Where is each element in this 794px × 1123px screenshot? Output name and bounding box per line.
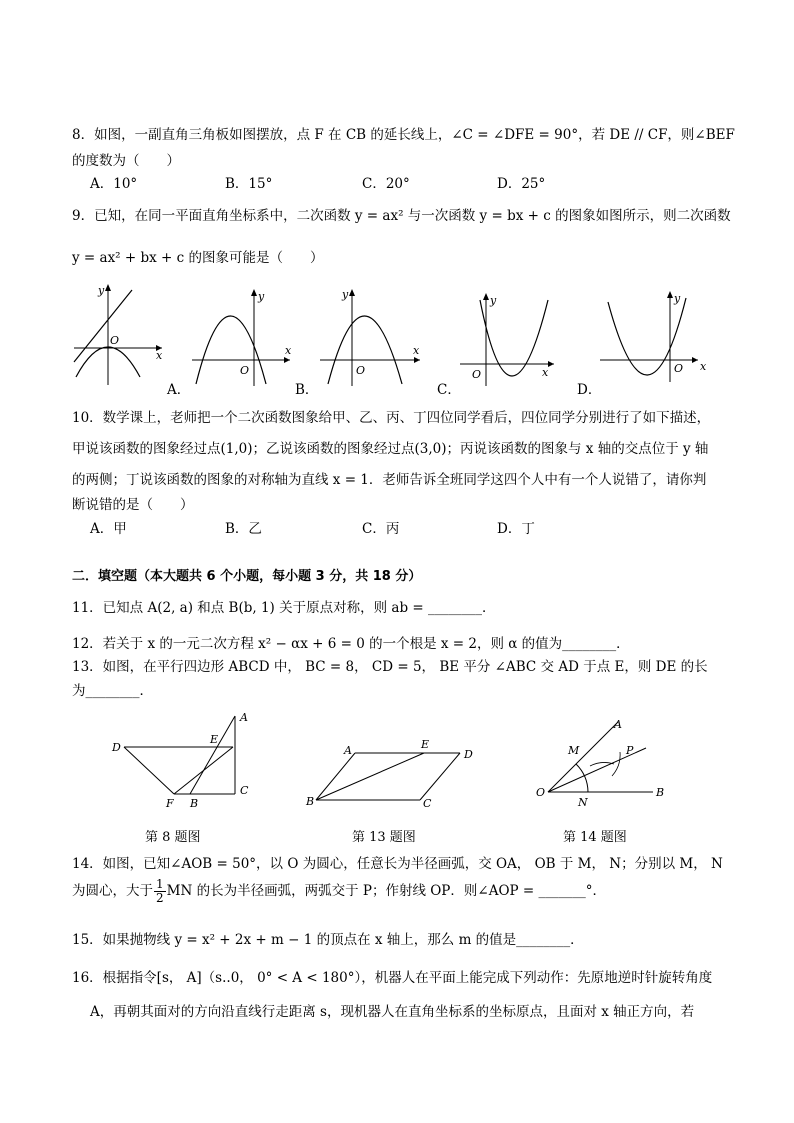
svg-text:M: M (568, 744, 580, 757)
q9-choice-b: B． (295, 382, 319, 398)
q10-choice-b: B．乙 (225, 521, 262, 537)
q10-line2: 甲说该函数的图象经过点(1,0)；乙说该函数的图象经过点(3,0)；丙说该函数的图象与 x 轴的交点位于 y 轴 (72, 441, 709, 457)
svg-text:C: C (423, 797, 432, 810)
q9-option-b-graph (318, 288, 428, 388)
q8-choice-a: A．10° (90, 176, 138, 192)
svg-text:x: x (542, 366, 549, 379)
q14-line2-post: MN 的长为半径画弧，两弧交于 P；作射线 OP．则∠AOP = _______°． (166, 883, 606, 899)
q14-line1: 14．如图，已知∠AOB = 50°，以 O 为圆心，任意长为半径画弧，交 OA， OB 于 M， N；分别以 M， N (72, 856, 723, 872)
figure-14 (528, 712, 678, 812)
q9-choice-d: D． (577, 382, 602, 398)
svg-text:E: E (210, 733, 219, 746)
svg-text:D: D (112, 741, 121, 754)
q10-line1: 10．数学课上，老师把一个二次函数图象给甲、乙、丙、丁四位同学看后，四位同学分别进行了如下描述， (72, 410, 711, 426)
svg-text:O: O (472, 368, 482, 381)
svg-text:y: y (674, 292, 681, 305)
svg-text:B: B (306, 795, 315, 808)
q15-text: 15．如果抛物线 y = x² + 2x + m − 1 的顶点在 x 轴上，那么 m 的值是________． (72, 932, 584, 948)
q10-choice-c: C．丙 (362, 521, 400, 537)
q9-line2: y = ax² + bx + c 的图象可能是（ ） (72, 250, 324, 266)
q13-line2: 为________． (72, 683, 153, 699)
svg-text:B: B (656, 786, 665, 799)
q9-line1: 9．已知，在同一平面直角坐标系中，二次函数 y = ax² 与一次函数 y = bx + c 的图象如图所示，则二次函数 (72, 208, 731, 224)
q14-line2 (72, 878, 606, 905)
svg-text:A: A (240, 711, 248, 724)
svg-text:x: x (285, 344, 292, 357)
q12-text: 12．若关于 x 的一元二次方程 x² − αx + 6 = 0 的一个根是 x = 2，则 α 的值为________． (72, 636, 630, 652)
q10-choice-a: A．甲 (90, 521, 127, 537)
q9-option-a-graph (190, 288, 300, 388)
svg-text:O: O (110, 334, 120, 347)
svg-text:y: y (258, 290, 265, 303)
q8-choice-d: D．25° (497, 176, 546, 192)
svg-text:A: A (614, 718, 622, 731)
q9-given-graph (70, 282, 170, 387)
q14-fraction: $\frac{1}{2}$ (156, 877, 164, 905)
svg-text:y: y (342, 288, 349, 301)
figure-8-caption: 第 8 题图 (145, 830, 201, 845)
section-2-heading: 二．填空题（本大题共 6 个小题，每小题 3 分，共 18 分） (72, 569, 422, 584)
q9-choice-a: A． (167, 382, 191, 398)
svg-text:y: y (490, 294, 497, 307)
figure-14-caption: 第 14 题图 (563, 830, 627, 845)
q10-line3: 的两侧；丁说该函数的图象的对称轴为直线 x = 1．老师告诉全班同学这四个人中有一个人说错了，请你判 (72, 472, 707, 488)
q14-line2-pre: 为圆心，大于 (72, 883, 153, 899)
q8-line1: 8．如图，一副直角三角板如图摆放，点 F 在 CB 的延长线上，∠C = ∠DFE = 90°，若 DE // CF，则∠BEF (72, 127, 735, 143)
q13-line1: 13．如图，在平行四边形 ABCD 中， BC = 8， CD = 5， BE 平分 ∠ABC 交 AD 于点 E，则 DE 的长 (72, 659, 708, 675)
svg-text:O: O (356, 364, 366, 377)
svg-text:C: C (240, 784, 249, 797)
q11-text: 11．已知点 A(2, a) 和点 B(b, 1) 关于原点对称，则 ab = ________． (72, 600, 496, 616)
q16-line2: A，再朝其面对的方向沿直线行走距离 s，现机器人在直角坐标系的坐标原点，且面对 x 轴正方向，若 (90, 1004, 695, 1020)
q8-choice-c: C．20° (362, 176, 410, 192)
svg-text:B: B (190, 797, 199, 810)
q16-line1: 16．根据指令[s， A]（s..0， 0° < A < 180°），机器人在平面上能完成下列动作：先原地逆时针旋转角度 (72, 970, 713, 986)
q9-option-c-graph (458, 292, 568, 387)
figure-8 (110, 710, 260, 810)
figure-13 (300, 730, 485, 810)
svg-text:E: E (421, 738, 430, 751)
svg-text:O: O (240, 364, 250, 377)
svg-text:D: D (464, 748, 473, 761)
svg-text:P: P (626, 744, 634, 757)
q9-option-d-graph (598, 290, 713, 385)
svg-text:y: y (98, 284, 105, 297)
svg-text:A: A (344, 744, 352, 757)
svg-text:O: O (536, 786, 546, 799)
svg-text:x: x (700, 360, 707, 373)
svg-text:F: F (166, 797, 174, 810)
q8-line2: 的度数为（ ） (72, 153, 180, 169)
q9-choice-c: C． (437, 382, 461, 398)
svg-text:x: x (156, 349, 163, 362)
svg-text:N: N (578, 796, 588, 809)
q10-line4: 断说错的是（ ） (72, 497, 194, 513)
figure-13-caption: 第 13 题图 (352, 830, 416, 845)
q8-choice-b: B．15° (225, 176, 273, 192)
svg-text:O: O (674, 362, 684, 375)
q10-choice-d: D．丁 (497, 521, 535, 537)
svg-text:x: x (413, 344, 420, 357)
